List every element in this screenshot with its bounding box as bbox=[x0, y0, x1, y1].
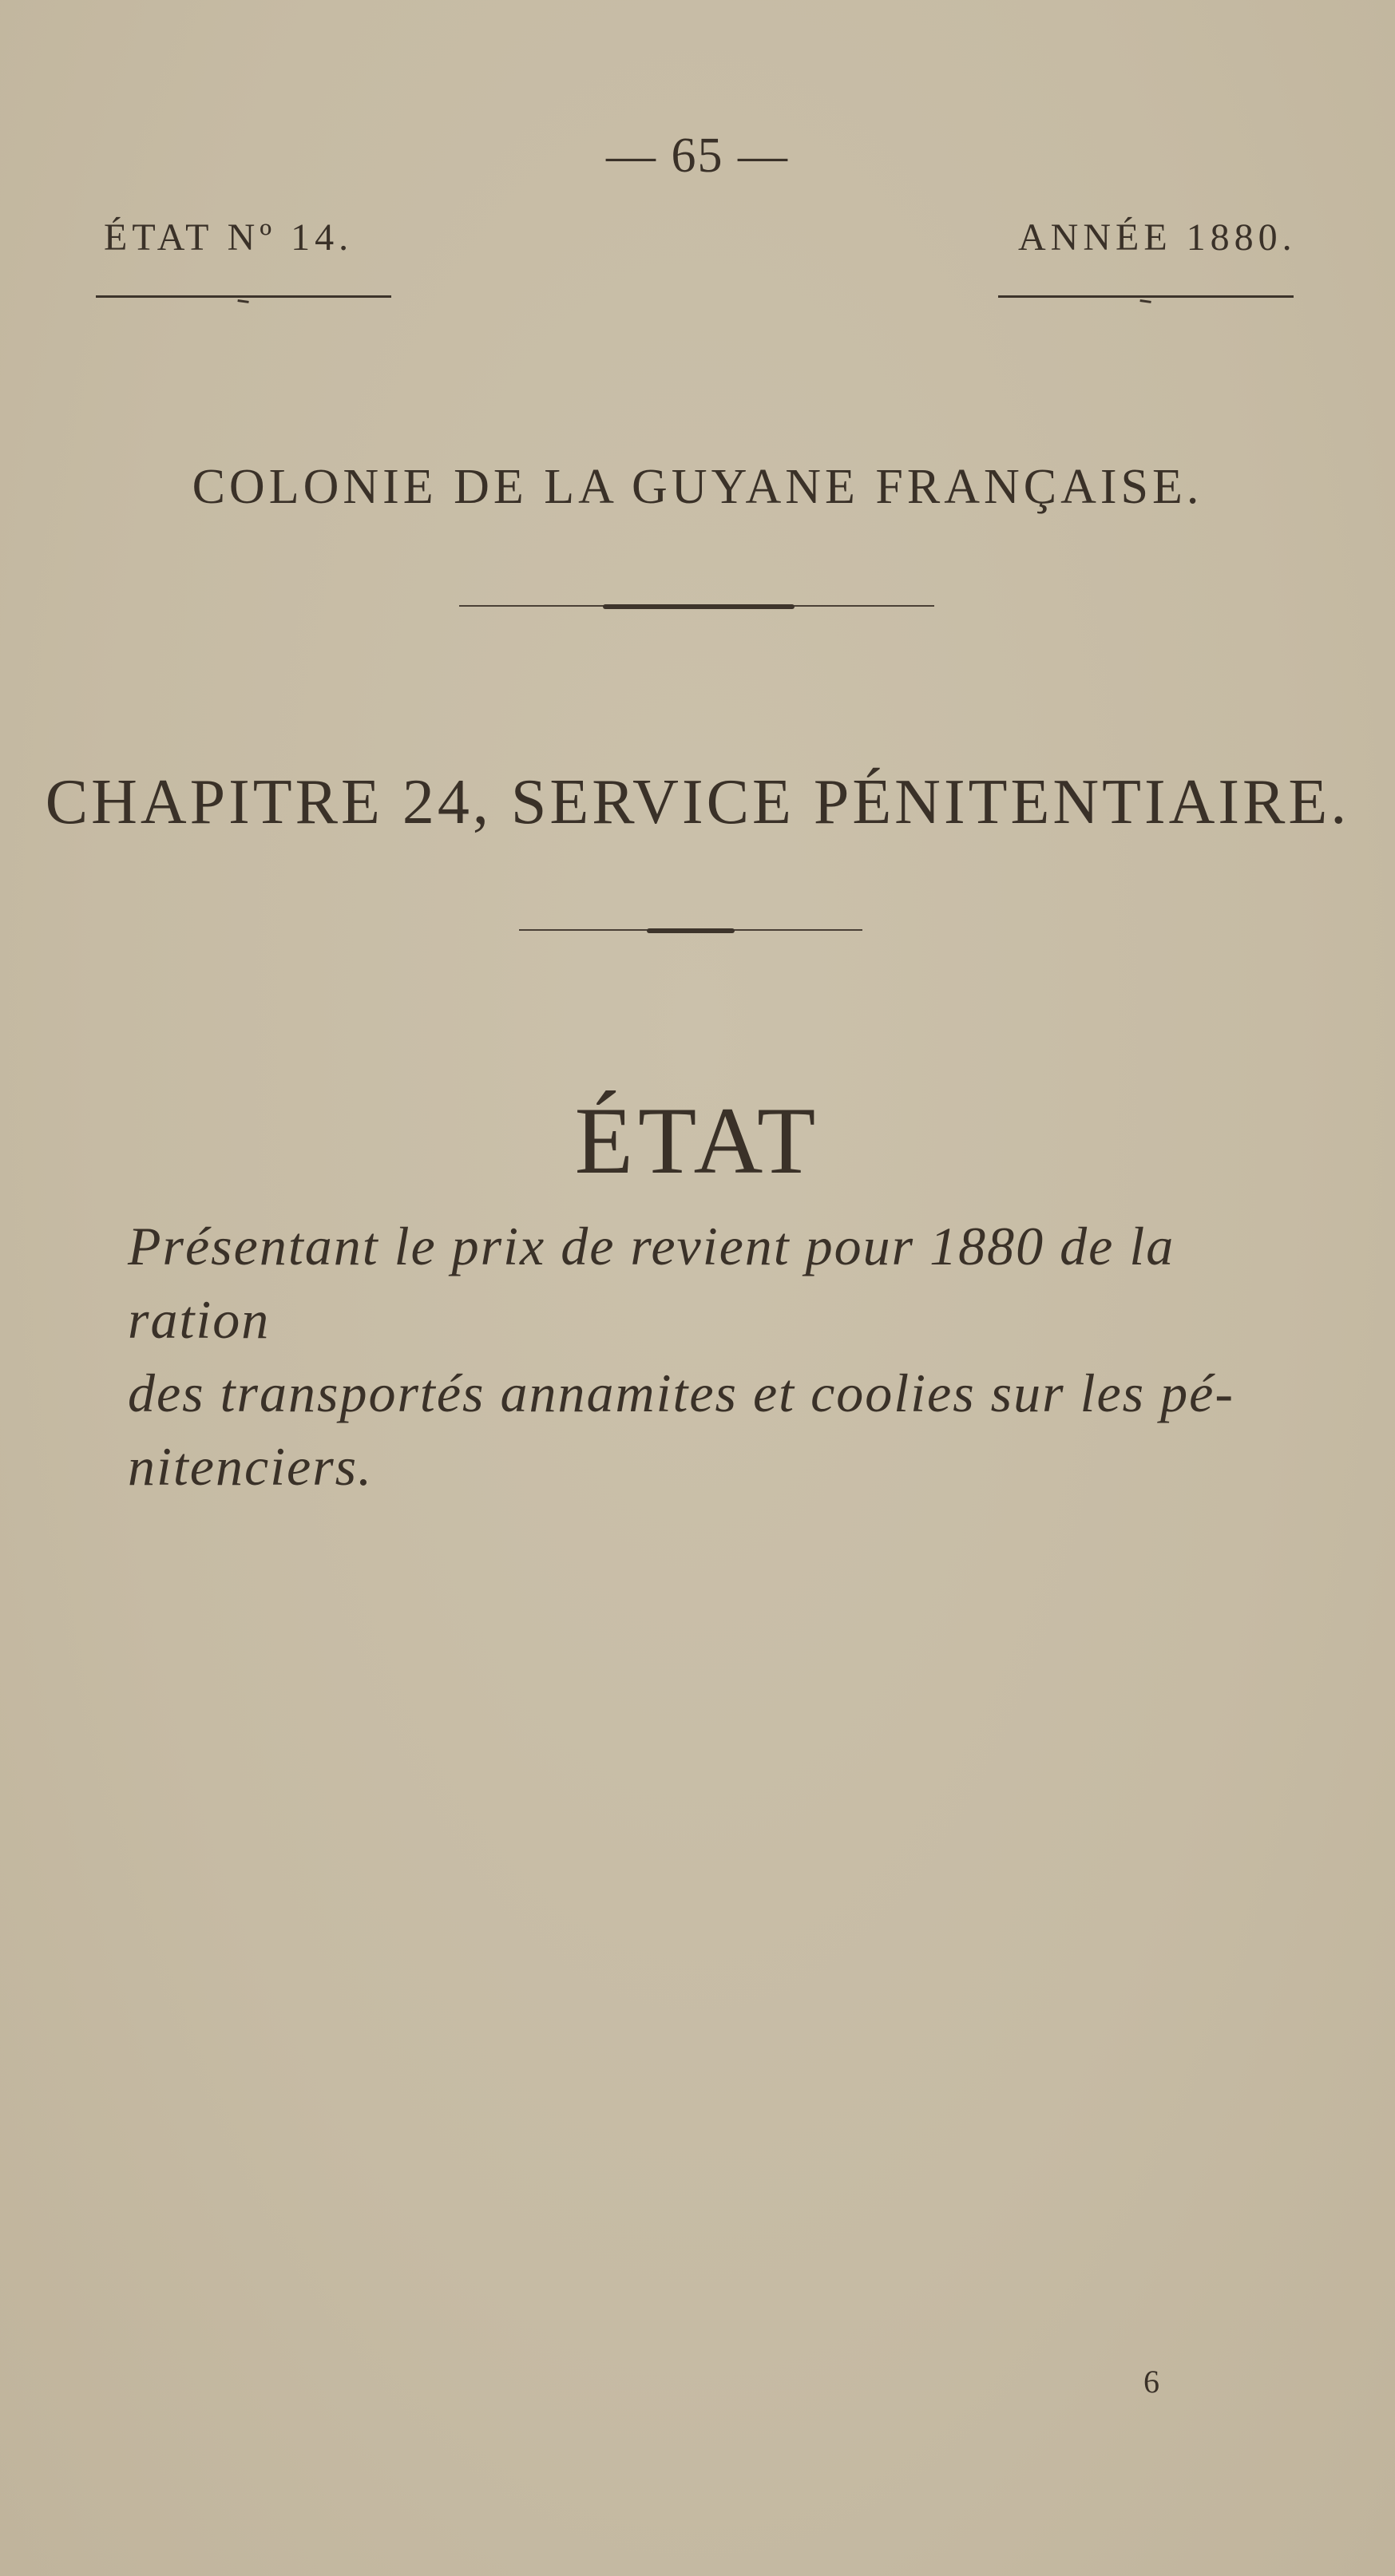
colony-heading: COLONIE DE LA GUYANE FRANÇAISE. bbox=[192, 460, 1203, 514]
separator-rule-1 bbox=[459, 605, 934, 607]
page-number: — 65 — bbox=[606, 129, 789, 183]
description-text bbox=[128, 1209, 1286, 1503]
description-line-3: nitenciers. bbox=[128, 1436, 374, 1497]
chapter-heading: CHAPITRE 24, SERVICE PÉNITENTIAIRE. bbox=[45, 767, 1350, 837]
description-line-1: Présentant le prix de revient pour 1880 de la ration bbox=[128, 1216, 1175, 1350]
right-ornament-rule bbox=[998, 295, 1294, 298]
left-ornament-rule bbox=[96, 295, 391, 298]
etat-number: ÉTAT Nº 14. bbox=[104, 216, 354, 259]
year-label: ANNÉE 1880. bbox=[1018, 216, 1297, 259]
description-line-2: des transportés annamites et coolies sur les pé- bbox=[128, 1363, 1234, 1423]
signature-mark: 6 bbox=[1143, 2364, 1159, 2400]
document-title: ÉTAT bbox=[574, 1087, 821, 1193]
separator-rule-2 bbox=[519, 929, 862, 931]
